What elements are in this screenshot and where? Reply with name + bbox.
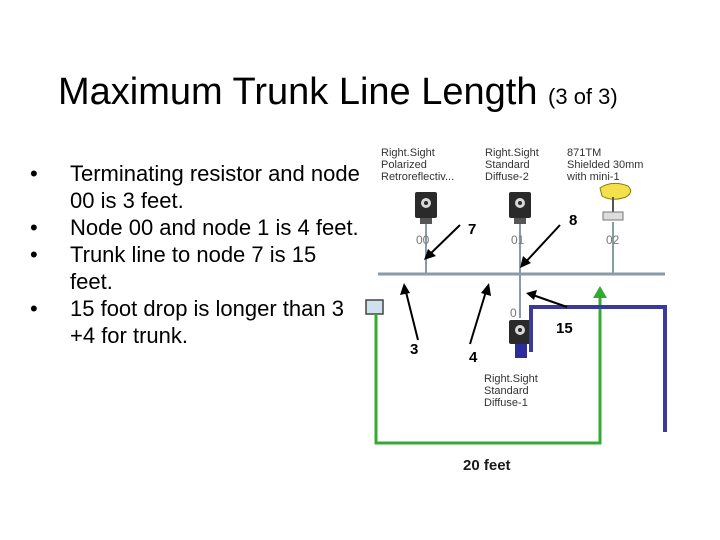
arrow-icon-3: [400, 283, 418, 340]
sensor-icon-01: [509, 192, 531, 224]
device-label-00: Right.Sight Polarized Retroreflectiv...: [381, 147, 455, 183]
device-label-01: Right.Sight Standard Diffuse-2: [485, 147, 539, 183]
distance-label-4: 4: [469, 349, 478, 366]
proximity-sensor-icon-02: [600, 183, 631, 220]
arrow-icon-15: [526, 290, 567, 307]
bullet-item: • Terminating resistor and node 00 is 3 feet.: [30, 160, 360, 214]
node-address-bottom: 0: [510, 306, 517, 320]
slide-title-suffix: (3 of 3): [548, 84, 618, 109]
sensor-icon-00: [415, 192, 437, 224]
green-arrowhead-icon: [593, 286, 607, 298]
distance-label-8: 8: [569, 212, 578, 229]
sensor-icon-bottom: [509, 320, 531, 358]
slide-title: Maximum Trunk Line Length (3 of 3): [58, 71, 618, 113]
node-address-02: 02: [606, 233, 620, 247]
device-label-bottom: Right.Sight Standard Diffuse-1: [484, 373, 538, 409]
arrow-icon-7: [424, 225, 460, 260]
device-label-02: 871TM Shielded 30mm with mini-1: [567, 147, 644, 183]
arrow-icon-8: [520, 225, 560, 268]
blue-drop-line: [531, 307, 665, 432]
green-length-line: [376, 292, 600, 443]
node-address-00: 00: [416, 233, 430, 247]
distance-label-7: 7: [468, 221, 477, 238]
arrow-icon-4: [470, 283, 491, 344]
terminating-resistor-icon: [366, 300, 383, 314]
distance-label-3: 3: [410, 341, 419, 358]
distance-label-15: 15: [556, 320, 573, 337]
node-address-01: 01: [511, 233, 525, 247]
total-length-label: 20 feet: [463, 457, 511, 474]
bullet-item: • Trunk line to node 7 is 15 feet.: [30, 241, 360, 295]
bullet-item: • 15 foot drop is longer than 3 +4 for trunk.: [30, 295, 360, 349]
bullet-item: • Node 00 and node 1 is 4 feet.: [30, 214, 360, 241]
